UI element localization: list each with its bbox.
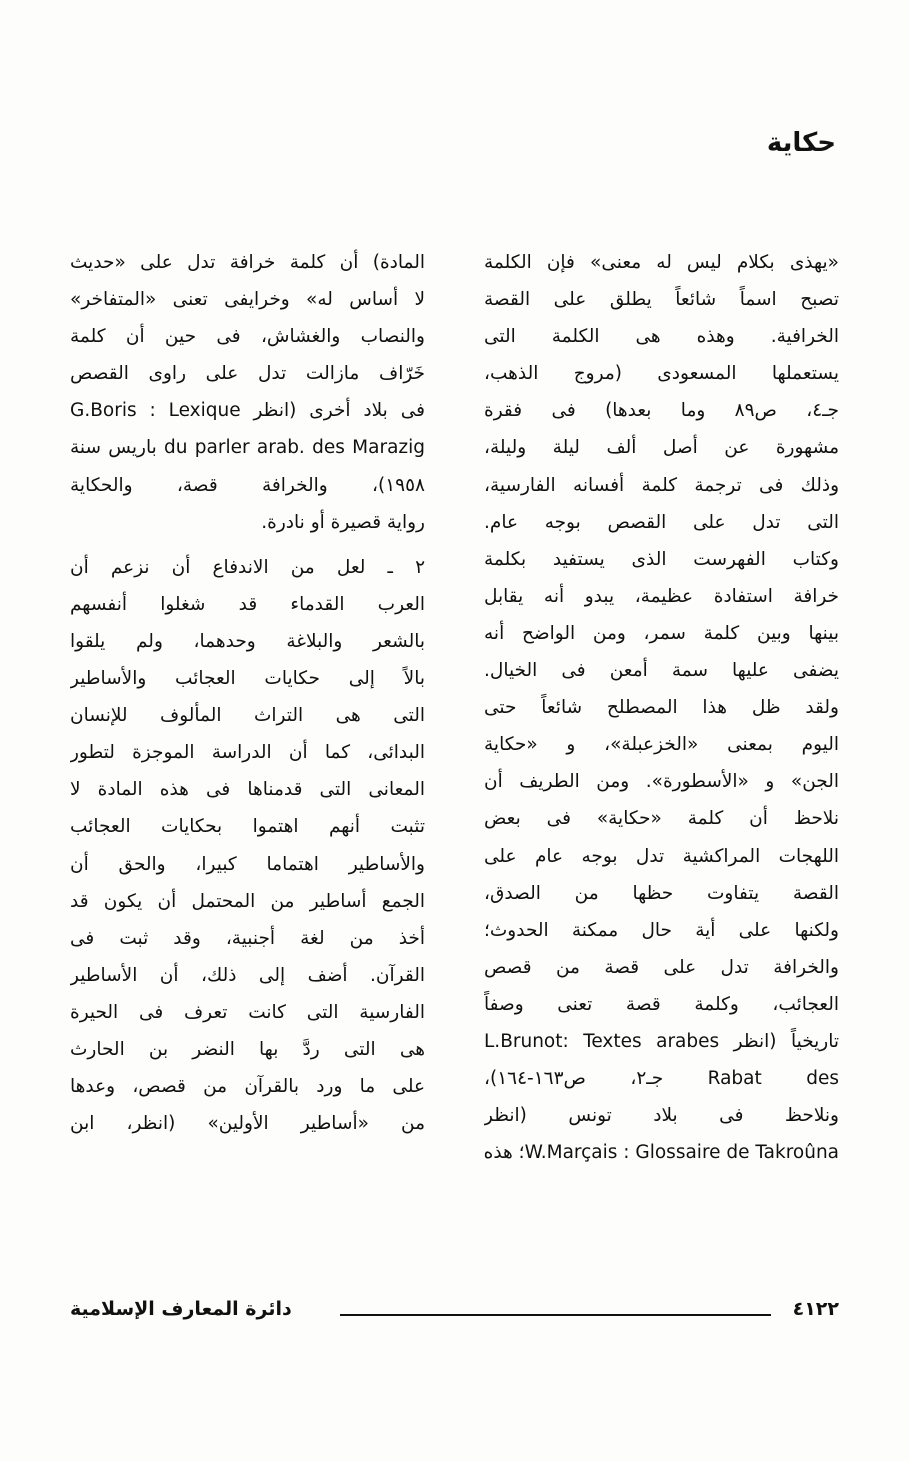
- text-line: القرآن. أضف إلى ذلك، أن الأساطير: [70, 964, 425, 986]
- text-line: وكتاب الفهرست الذى يستفيد بكلمة: [484, 548, 839, 570]
- text-line: أخذ من لغة أجنبية، وقد ثبت فى: [70, 927, 425, 949]
- text-line: القصة يتفاوت حظها من الصدق،: [484, 882, 839, 904]
- text-line: تاريخياً (انظر L.Brunot: Textes arabes: [484, 1030, 839, 1052]
- text-line: اللهجات المراكشية تدل بوجه عام على: [484, 845, 839, 867]
- text-line: والخرافة تدل على قصة من قصص: [484, 956, 839, 978]
- text-line: المعانى التى قدمناها فى هذه المادة لا: [70, 779, 425, 801]
- text-line: بالاً إلى حكايات العجائب والأساطير: [70, 668, 425, 690]
- text-line: ١٩٥٨)، والخرافة قصة، والحكاية: [70, 474, 425, 496]
- text-line: البدائى، كما أن الدراسة الموجزة لتطور: [70, 742, 425, 764]
- footer-divider: [340, 1314, 771, 1316]
- text-line: على ما ورد بالقرآن من قصص، وعدها: [70, 1076, 425, 1098]
- right-text-column: [484, 244, 839, 1171]
- text-line: نلاحظ أن كلمة «حكاية» فى بعض: [484, 808, 839, 830]
- text-line: ولقد ظل هذا المصطلح شائعاً حتى: [484, 697, 839, 719]
- text-line: مشهورة عن أصل ألف ليلة وليلة،: [484, 437, 839, 459]
- text-line: تصبح اسماً شائعاً يطلق على القصة: [484, 289, 839, 311]
- text-line: العرب القدماء قد شغلوا أنفسهم: [70, 593, 425, 615]
- text-line: التى هى التراث المألوف للإنسان: [70, 705, 425, 727]
- text-line: والأساطير اهتماما كبيرا، والحق أن: [70, 853, 425, 875]
- text-line: ولكنها على أية حال ممكنة الحدوث؛: [484, 919, 839, 941]
- text-line: du parler arab. des Marazig باريس سنة: [70, 437, 425, 459]
- text-line: الفارسية التى كانت تعرف فى الحيرة: [70, 1001, 425, 1023]
- text-line: تثبت أنهم اهتموا بحكايات العجائب: [70, 816, 425, 838]
- text-line: «يهذى بكلام ليس له معنى» فإن الكلمة: [484, 252, 839, 273]
- text-line: Rabat des جـ٢، ص١٦٣-١٦٤)،: [484, 1068, 839, 1090]
- text-line: الجمع أساطير من المحتمل أن يكون قد: [70, 890, 425, 912]
- page-footer: [70, 1298, 839, 1328]
- text-line: بالشعر والبلاغة وحدهما، ولم يلقوا: [70, 630, 425, 652]
- text-line: فى بلاد أخرى (انظر G.Boris : Lexique: [70, 400, 425, 422]
- left-text-column: [70, 244, 425, 1142]
- text-line: رواية قصيرة أو نادرة.: [261, 511, 425, 533]
- text-line: خرافة استفادة عظيمة، يبدو أنه يقابل: [484, 585, 839, 607]
- text-line: والنصاب والغشاش، فى حين أن كلمة: [70, 326, 425, 348]
- text-line: وذلك فى ترجمة كلمة أفسانه الفارسية،: [484, 474, 839, 496]
- journal-title: دائرة المعارف الإسلامية: [70, 1298, 292, 1320]
- text-line: يضفى عليها سمة أمعن فى الخيال.: [484, 660, 839, 682]
- text-line: جـ٤، ص٨٩ وما بعدها) فى فقرة: [484, 400, 839, 422]
- text-line: يستعملها المسعودى (مروج الذهب،: [484, 363, 839, 385]
- text-line: هى التى ردَّ بها النضر بن الحارث: [70, 1038, 425, 1060]
- text-line: الجن» و «الأسطورة». ومن الطريف أن: [484, 771, 839, 793]
- text-line: لا أساس له» وخرايفى تعنى «المتفاخر»: [70, 289, 425, 311]
- text-line: W.Marçais : Glossaire de Takroûna؛ هذه: [484, 1142, 839, 1164]
- text-line: الخرافية. وهذه هى الكلمة التى: [484, 326, 839, 348]
- text-line: خَرّاف مازالت تدل على راوى القصص: [70, 363, 425, 385]
- text-line: من «أساطير الأولين» (انظر، ابن: [70, 1113, 425, 1135]
- page-header-title: حكاية: [766, 128, 836, 158]
- text-line: المادة) أن كلمة خرافة تدل على «حديث: [70, 252, 425, 273]
- text-line: العجائب، وكلمة قصة تعنى وصفاً: [484, 993, 839, 1015]
- text-line: بينها وبين كلمة سمر، ومن الواضح أنه: [484, 622, 839, 644]
- text-line: ٢ ـ لعل من الاندفاع أن نزعم أن: [70, 556, 425, 578]
- text-line: ونلاحظ فى بلاد تونس (انظر: [484, 1105, 839, 1127]
- text-line: التى تدل على القصص بوجه عام.: [484, 511, 839, 533]
- page-number: ٤١٢٢: [792, 1298, 839, 1320]
- text-line: اليوم بمعنى «الخزعبلة»، و «حكاية: [484, 734, 839, 756]
